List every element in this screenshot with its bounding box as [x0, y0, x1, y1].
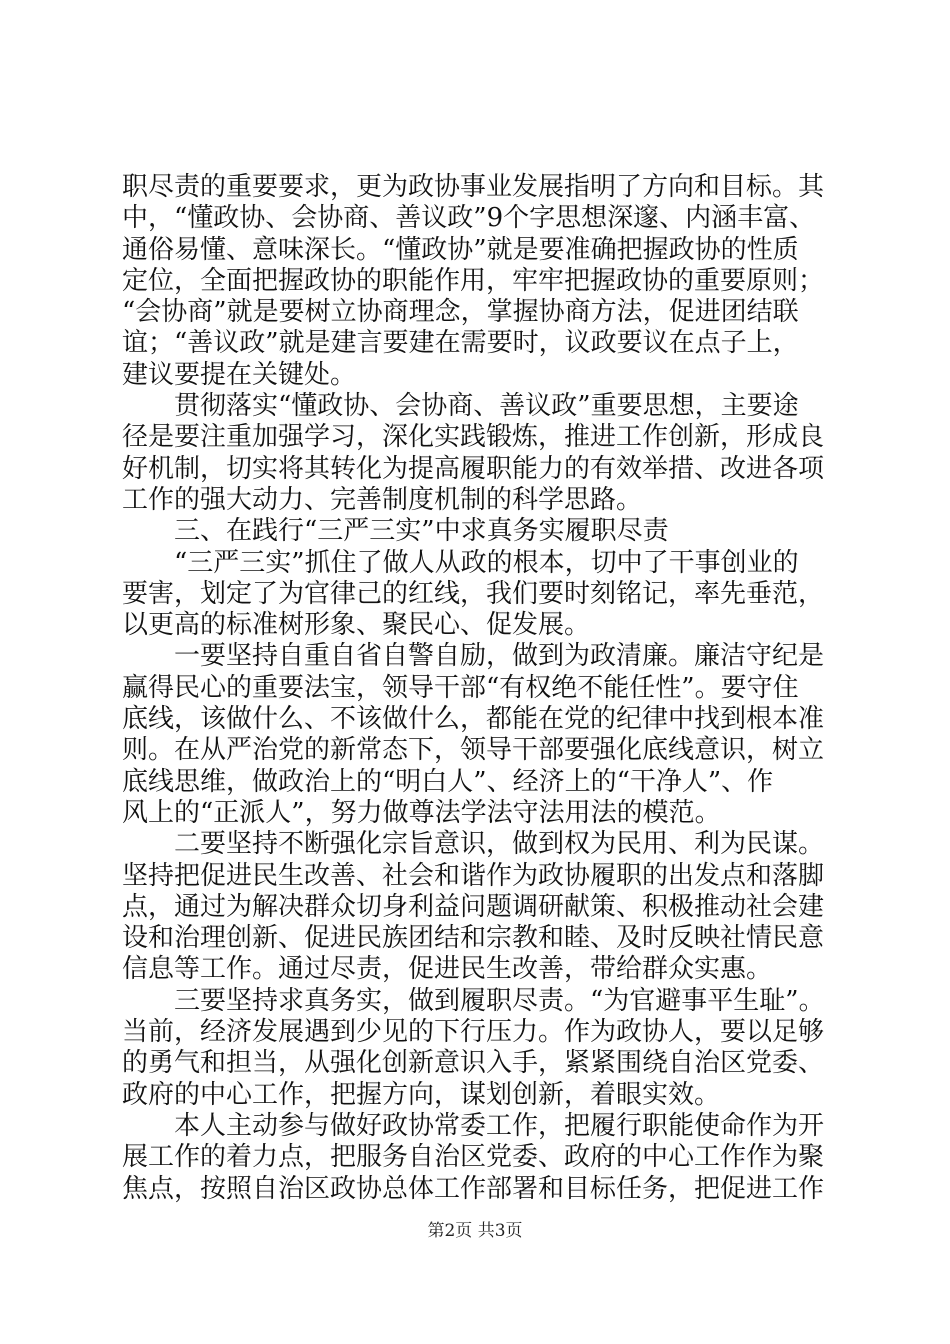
text-line: 底线思维，做政治上的“明白人”、经济上的“干净人”、作: [122, 766, 774, 797]
text-line: 政府的中心工作，把握方向，谋划创新，着眼实效。: [122, 1079, 721, 1110]
text-line: 建议要提在关键处。: [122, 359, 357, 390]
paragraph: [122, 516, 842, 547]
document-body: [122, 172, 842, 1205]
text-line: 信息等工作。通过尽责，促进民生改善，带给群众实惠。: [122, 954, 773, 985]
paragraph: [122, 829, 842, 985]
paragraph: [122, 548, 842, 642]
text-line: 当前，经济发展遇到少见的下行压力。作为政协人，要以足够: [122, 1017, 825, 1048]
text-line: 设和治理创新、促进民族团结和宗教和睦、及时反映社情民意: [122, 923, 825, 954]
text-line: 谊；“善议政”就是建言要建在需要时，议政要议在点子上，: [122, 328, 799, 359]
text-line: 一要坚持自重自省自警自励，做到为政清廉。廉洁守纪是: [174, 641, 825, 672]
text-line: “会协商”就是要树立协商理念，掌握协商方法，促进团结联: [122, 297, 799, 328]
text-line: 本人主动参与做好政协常委工作，把履行职能使命作为开: [174, 1110, 825, 1141]
text-line: 坚持把促进民生改善、社会和谐作为政协履职的出发点和落脚: [122, 860, 825, 891]
text-line: 底线，该做什么、不该做什么，都能在党的纪律中找到根本准: [122, 704, 825, 735]
paragraph: [122, 391, 842, 516]
text-line: 三、在践行“三严三实”中求真务实履职尽责: [174, 516, 669, 547]
text-line: 焦点，按照自治区政协总体工作部署和目标任务，把促进工作: [122, 1173, 825, 1204]
text-line: 好机制，切实将其转化为提高履职能力的有效举措、改进各项: [122, 453, 825, 484]
text-line: 贯彻落实“懂政协、会协商、善议政”重要思想，主要途: [174, 391, 799, 422]
text-line: 通俗易懂、意味深长。“懂政协”就是要准确把握政协的性质: [122, 234, 799, 265]
text-line: 要害，划定了为官律己的红线，我们要时刻铭记，率先垂范，: [122, 578, 825, 609]
text-line: 风上的“正派人”，努力做尊法学法守法用法的模范。: [122, 797, 721, 828]
text-line: 则。在从严治党的新常态下，领导干部要强化底线意识，树立: [122, 735, 825, 766]
text-line: 以更高的标准树形象、聚民心、促发展。: [122, 610, 591, 641]
text-line: 中，“懂政协、会协商、善议政”9个字思想深邃、内涵丰富、: [122, 203, 816, 234]
paragraph: [122, 1111, 842, 1205]
text-line: 二要坚持不断强化宗旨意识，做到权为民用、利为民谋。: [174, 829, 825, 860]
text-line: 三要坚持求真务实，做到履职尽责。“为官避事平生耻”。: [174, 985, 825, 1016]
text-line: 点，通过为解决群众切身利益问题调研献策、积极推动社会建: [122, 891, 825, 922]
text-line: 展工作的着力点，把服务自治区党委、政府的中心工作作为聚: [122, 1142, 825, 1173]
page-footer: 第2页 共3页: [427, 1221, 523, 1241]
text-line: 的勇气和担当，从强化创新意识入手，紧紧围绕自治区党委、: [122, 1048, 825, 1079]
text-line: 定位，全面把握政协的职能作用，牢牢把握政协的重要原则；: [122, 265, 825, 296]
text-line: “三严三实”抓住了做人从政的根本，切中了干事创业的: [174, 547, 799, 578]
paragraph: [122, 986, 842, 1111]
paragraph: [122, 172, 842, 391]
text-line: 径是要注重加强学习，深化实践锻炼，推进工作创新，形成良: [122, 422, 825, 453]
text-line: 赢得民心的重要法宝，领导干部“有权绝不能任性”。要守住: [122, 672, 799, 703]
text-line: 工作的强大动力、完善制度机制的科学思路。: [122, 484, 643, 515]
text-line: 职尽责的重要要求，更为政协事业发展指明了方向和目标。其: [122, 172, 825, 202]
paragraph: [122, 641, 842, 829]
